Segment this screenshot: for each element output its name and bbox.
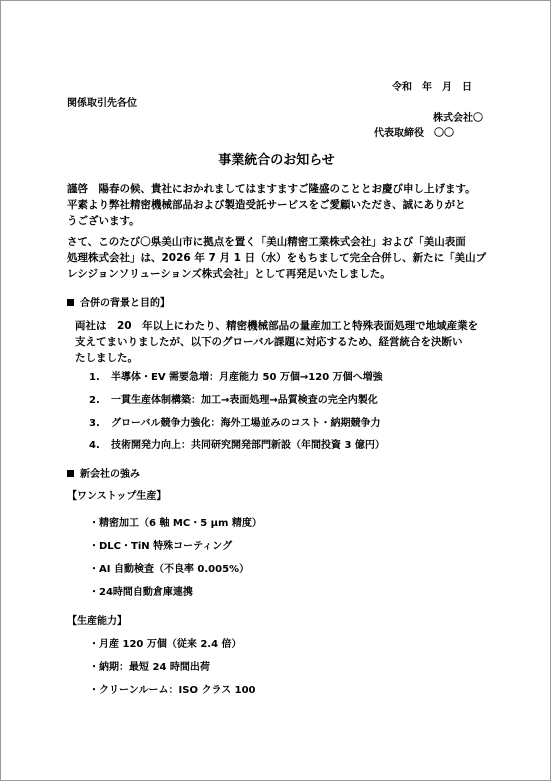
item-text: 技術開発力向上：共同研究開発部門新設（年間投資 3 億円） [111, 440, 385, 451]
capacity-item: ・納期：最短 24 時間出荷 [89, 662, 210, 673]
item-number: 3. [89, 418, 100, 429]
section1-item [89, 417, 381, 431]
item-text: グローバル競争力強化：海外工場並みのコスト・納期競争力 [111, 418, 381, 429]
date: 令和 年 月 日 [392, 82, 472, 93]
bullet-square-icon [67, 299, 74, 306]
section1-body-line: 両社は 20 年以上にわたり、精密機械部品の量産加工と特殊表面処理で地域産業を [75, 320, 479, 332]
strength-item: ・DLC・TiN 特殊コーティング [89, 541, 233, 552]
section1-heading: 合併の背景と目的】 [67, 297, 170, 311]
item-text: 半導体・EV 需要急増：月産能力 50 万個→120 万個へ増強 [111, 372, 383, 383]
group-label-capacity: 【生産能力】 [67, 616, 127, 627]
section1-item [89, 394, 378, 408]
addressee: 関係取引先各位 [67, 98, 137, 109]
section1-body-line: たしました。 [75, 352, 138, 364]
section2-heading: 新会社の強み [67, 468, 140, 482]
announcement-line: 処理株式会社」は、2026 年 7 月 1 日（水）をもちまして完全合併し、新たに「美山プ [67, 252, 487, 264]
strength-item: ・24時間自動倉庫連携 [89, 587, 193, 598]
greeting-line: うございます。 [67, 215, 140, 227]
greeting-paragraph [67, 181, 507, 229]
item-number: 4. [89, 440, 100, 451]
item-text: 一貫生産体制構築：加工→表面処理→品質検査の完全内製化 [111, 395, 378, 406]
strength-item: ・AI 自動検査（不良率 0.005%） [89, 564, 250, 575]
strength-item: ・精密加工（6 軸 MC・5 μm 精度） [89, 518, 262, 529]
capacity-item: ・月産 120 万個（従来 2.4 倍） [89, 639, 242, 650]
sender-representative: 代表取締役 〇〇 [374, 128, 454, 139]
section1-item [89, 371, 383, 385]
section1-body [75, 318, 505, 366]
group-label-one-stop: 【ワンストップ生産】 [67, 491, 167, 502]
greeting-line: 平素より弊社精密機械部品および製造受託サービスをご愛顧いただき、誠にありがと [67, 199, 466, 211]
bullet-square-icon [67, 470, 74, 477]
announcement-line: レシジョンソリューションズ株式会社」として再発足いたしました。 [67, 268, 391, 280]
document-title: 事業統合のお知らせ [218, 153, 335, 168]
item-number: 2. [89, 395, 100, 406]
greeting-line: 謹啓 陽春の候、貴社におかれましてはますますご隆盛のこととお慶び申し上げます。 [67, 183, 476, 195]
item-number: 1. [89, 372, 100, 383]
section1-item [89, 439, 385, 453]
section1-body-line: 支えてまいりましたが、以下のグローバル課題に対応するため、経営統合を決断い [75, 336, 463, 348]
announcement-line: さて、このたび〇県美山市に拠点を置く「美山精密工業株式会社」および「美山表面 [67, 236, 466, 248]
capacity-item: ・クリーンルーム：ISO クラス 100 [89, 685, 256, 696]
sender-company: 株式会社〇 [433, 113, 483, 124]
announcement-paragraph [67, 234, 507, 282]
